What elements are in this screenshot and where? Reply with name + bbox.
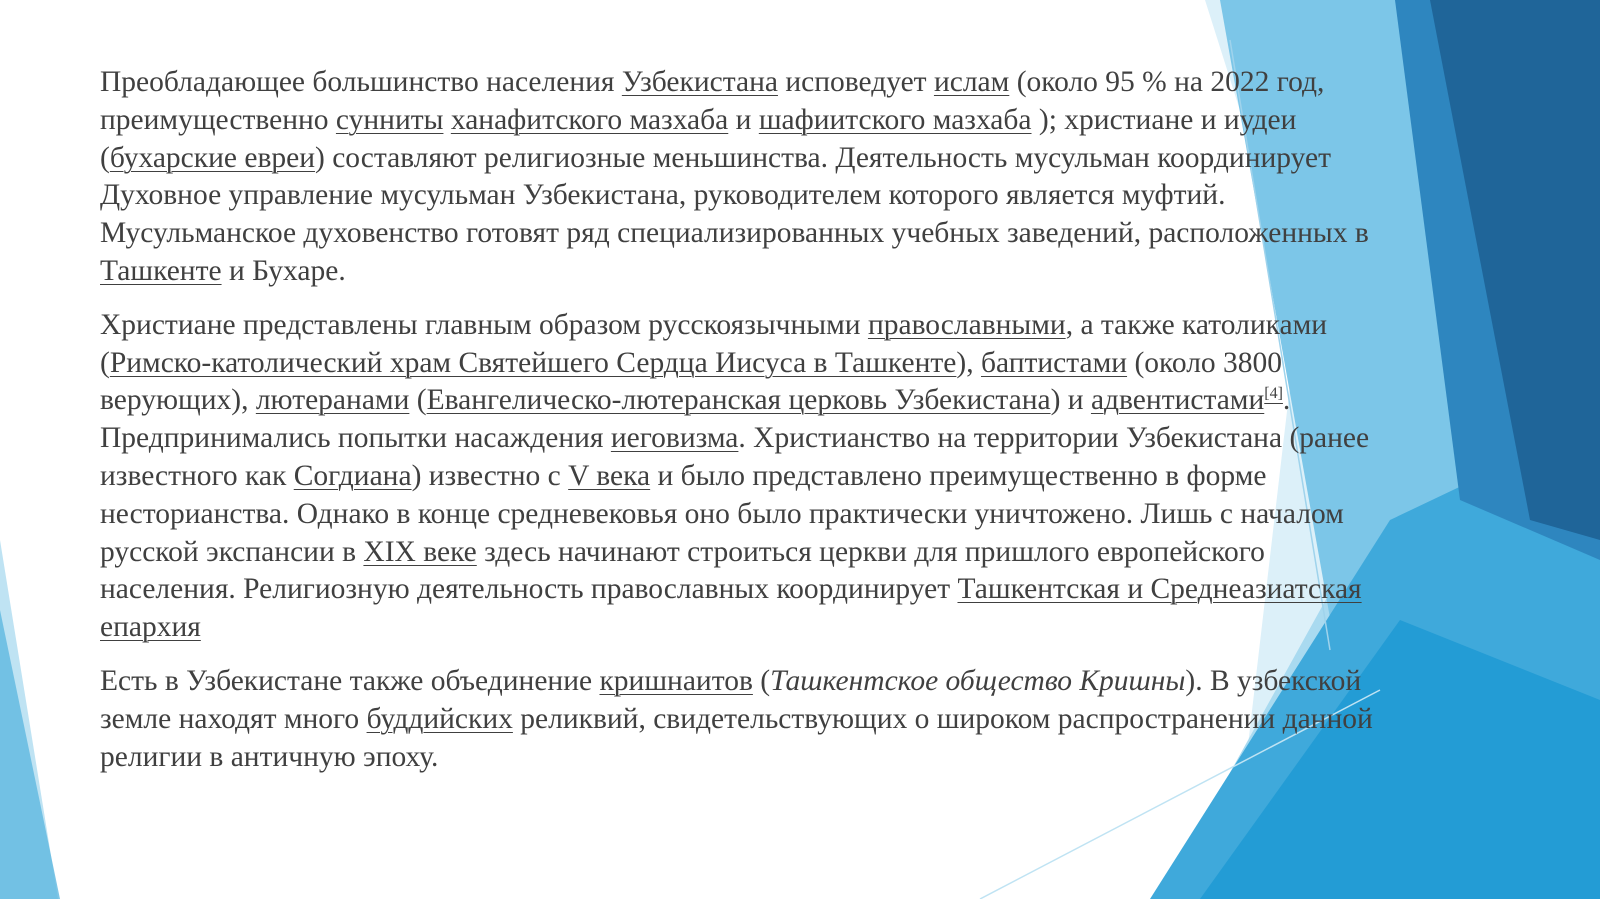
hyperlink[interactable]: XIX веке <box>363 535 477 568</box>
hyperlink[interactable]: православными <box>867 308 1066 341</box>
hyperlink[interactable]: Ташкентская и Среднеазиатская епархия <box>100 573 1362 644</box>
text-run: ) и <box>1050 384 1091 417</box>
slide-text-body <box>100 64 1385 792</box>
footnote-superscript <box>1264 386 1283 403</box>
hyperlink[interactable]: Узбекистана <box>621 66 778 98</box>
hyperlink[interactable]: ханафитского мазхаба <box>450 103 729 136</box>
hyperlink[interactable]: Согдиана <box>293 459 412 492</box>
text-run: ) составляют религиозные меньшинства. Деятельность мусульман координирует Духовное управление мусульман Узбекистана, руководителем которого является муфтий. Мусульманское духовенство готовят ряд специализированных учебных заведений, расположенных в <box>100 141 1369 250</box>
text-run: и было представлено преимущественно в форме несторианства. Однако в конце средневековья оно было практически уничтожено. Лишь с началом русской экспансии в <box>100 459 1344 568</box>
text-run: здесь начинают строиться церкви для пришлого европейского населения. Религиозную деятельность православных координирует <box>100 535 1265 606</box>
hyperlink[interactable]: буддийских <box>366 702 513 735</box>
footnote-link[interactable]: [4] <box>1264 385 1283 403</box>
hyperlink[interactable]: иеговизма <box>610 422 739 455</box>
hyperlink[interactable]: кришнаитов <box>599 664 753 697</box>
text-run: исповедует <box>777 66 934 98</box>
text-run: ( <box>409 384 427 417</box>
text-run: . Предпринимались попытки насаждения <box>100 384 1291 455</box>
text-run: реликвий, свидетельствующих о широком распространении данной религии в античную эпоху. <box>100 702 1373 773</box>
text-run: Есть в Узбекистане также объединение <box>100 664 600 697</box>
text-run: (около 95 % на 2022 год, преимущественно <box>100 66 1325 136</box>
hyperlink[interactable]: лютеранами <box>255 384 410 417</box>
text-run: Преобладающее большинство населения <box>100 66 622 98</box>
hyperlink[interactable]: баптистами <box>980 346 1128 379</box>
text-run: , а также католиками ( <box>100 308 1328 379</box>
text-run <box>443 104 450 136</box>
text-run: ); христиане и иудеи ( <box>100 103 1297 174</box>
paragraph-2 <box>100 307 1385 647</box>
hyperlink[interactable]: сунниты <box>335 103 444 136</box>
text-run: ( <box>752 664 771 697</box>
hyperlink[interactable]: V века <box>568 459 651 492</box>
hyperlink[interactable]: бухарские евреи <box>109 141 316 174</box>
text-run: ) известно с <box>411 459 569 492</box>
hyperlink[interactable]: адвентистами <box>1090 384 1265 417</box>
text-run: ), <box>956 346 981 379</box>
hyperlink[interactable]: Ташкенте <box>100 254 222 287</box>
italic-text: Ташкентское общество Кришны <box>770 664 1186 697</box>
hyperlink[interactable]: Римско-католический храм Святейшего Сердца Иисуса в Ташкенте <box>109 346 957 379</box>
hyperlink[interactable]: Евангелическо-лютеранская церковь Узбекистана <box>426 384 1051 417</box>
hyperlink[interactable]: шафиитского мазхаба <box>758 103 1032 136</box>
text-run: . Христианство на территории Узбекистана (ранее известного как <box>100 422 1370 492</box>
text-run: и <box>728 103 759 136</box>
text-run: (около 3800 верующих), <box>100 346 1283 417</box>
paragraph-1 <box>100 64 1385 291</box>
paragraph-3 <box>100 663 1385 776</box>
hyperlink[interactable]: ислам <box>933 66 1010 98</box>
text-run: ). В узбекской земле находят много <box>100 664 1362 735</box>
text-run: Христиане представлены главным образом русскоязычными <box>100 308 868 341</box>
text-run: и Бухаре. <box>221 254 346 287</box>
